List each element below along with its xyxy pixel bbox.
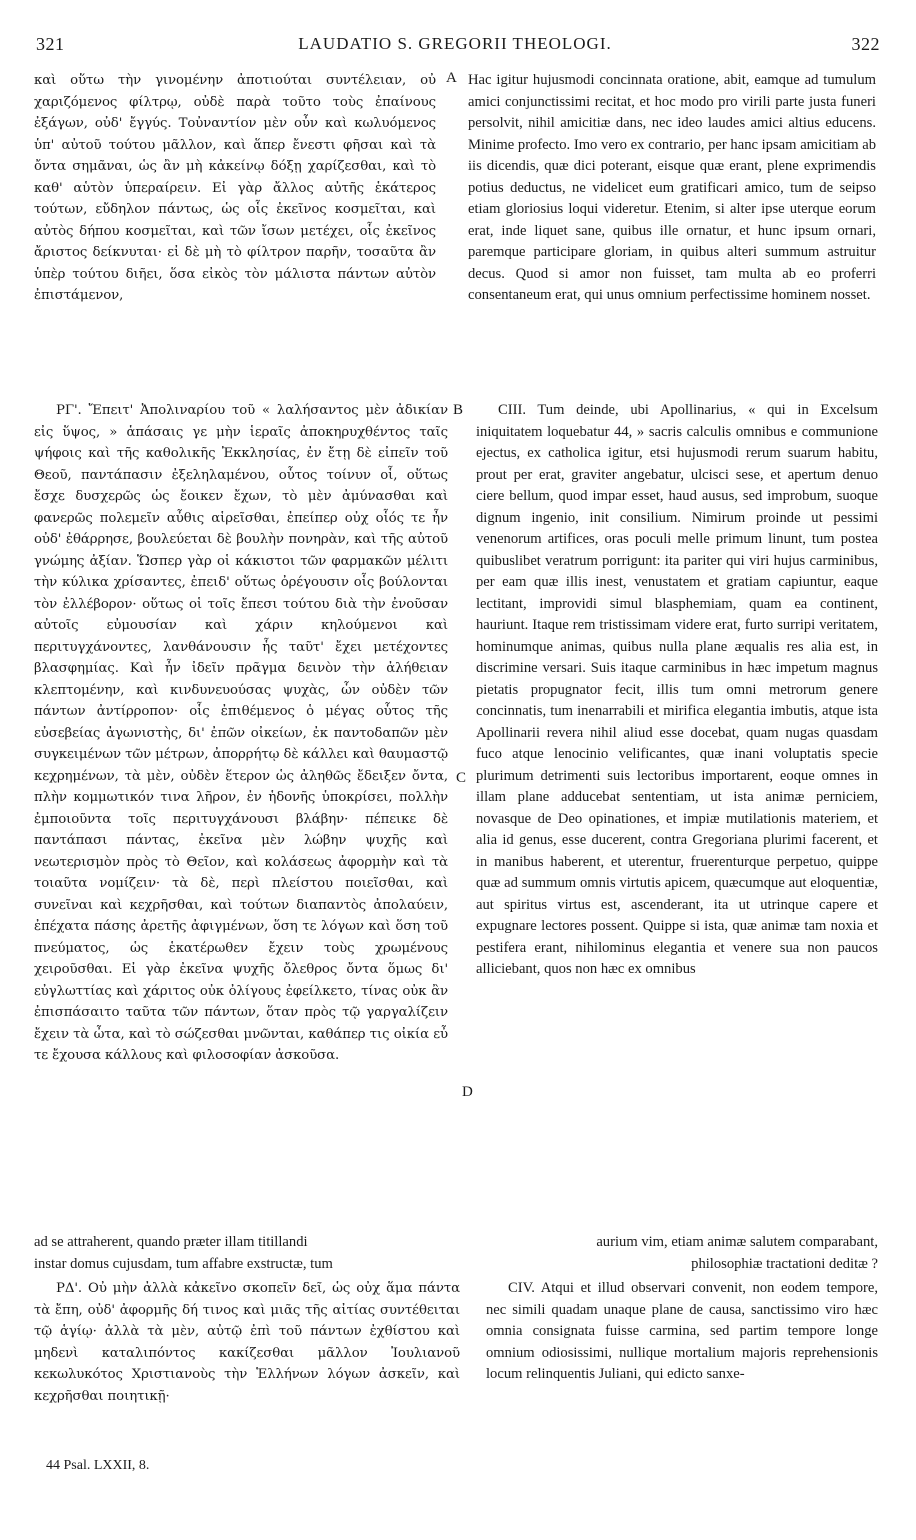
margin-letter-c: C	[456, 770, 467, 786]
latin-column-block-2	[476, 400, 878, 1230]
latin-paragraph-104: CIV. Atqui et illud observari convenit, non eodem tempore, nec simili quadam unaque plane de causa, sanctissimo viro hæc omnia consignata fuisse carmina, sed partim tempore longe omnium odiosissimi, nullique mortalium majoris reprehensionis locum relinquentis Juliani, qui edicto sanxe-	[486, 1280, 878, 1382]
latin-column-block-3	[486, 1278, 878, 1428]
split-row	[34, 1232, 878, 1254]
split-left: instar domus cujusdam, tum affabre exstructæ, tum	[34, 1255, 333, 1272]
footnote: 44 Psal. LXXII, 8.	[46, 1458, 150, 1473]
running-head	[30, 34, 880, 60]
greek-paragraph: καὶ οὕτω τὴν γινομένην ἀποτιούται συντέλειαν, οὐ χαριζόμενος φίλτρῳ, οὐδὲ παρὰ τοῦτο τοὺς ἐπαίνους ἐξάγων, οὐδ' ἔγγύς. Τοὐναντίον μὲν οὖν καὶ κωλυόμενος ὑπ' αὐτοῦ τούτου μᾶλλον, καὶ ἅπερ ἔνεστι φῆσαι καὶ τὰ ὄντα σημᾶναι, ὡς ἂν μὴ κἀκείνῳ δόξῃ χαρίζεσθαι, καὶ τὸ καθ' αὑτὸν ὑπεραίρειν. Εἰ γὰρ ἄλλος αὐτῆς ἑκάτερος τούτων, εὔδηλον πάντως, ὡς οἷς ἐκεῖνος κοσμεῖται, καὶ αὐτὸς δήπου κοσμεῖται, καὶ τῶν ἴσων μετέχει, οἷς ἐκεῖνος ἄριστος δείκνυται· εἰ δὲ μὴ τὸ φίλτρον παρῆν, τοσαῦτα ἂν ὑπὲρ τούτου διῆει, ὅσα εἰκὸς τὸν μάλιστα πάντων αὐτὸν ἐπιστάμενον,	[34, 73, 436, 303]
margin-letter-b: B	[453, 402, 464, 418]
margin-letter-d: D	[462, 1084, 473, 1100]
spanning-latin-lines-2	[34, 1232, 878, 1278]
split-row	[34, 1254, 878, 1276]
latin-paragraph-103: CIII. Tum deinde, ubi Apollinarius, « qui in Excelsum iniquitatem loquebatur 44, » sacris calculis omnibus e communione ejectus, ex catholica igitur, etsi hujusmodi rerum suarum habitu, prout per erat, graviter angebatur, ulcisci sese, et apertum denuo ciere bellum, quod impar esset, haud ausus, sed improbum, suoque dignum ingenio, init consilium. Nimirum proinde ut pessimi venenorum artifices, oras poculi melle primum linunt, tum postea quibuslibet veratrum porrigunt: ita pariter qui viri hujus carminibus, per eam quæ illis inest, venustatem et gratiam capiuntur, eaque lectitant, improvidi simul blasphemiam, quam ea continent, hauriunt. Itaque rem tristissimam videre erat, furto surripi veritatem, hominumque animas, quibus nulla plane æqualis res alia est, in discrimine versari. Suis itaque carminibus in hæc impetum magnus pietatis propugnator fecit, illis tum omni metrorum genere concinnatis, tum inenarrabili et mirifica elegantia imbutis, atque ista Apollinarii revera nihil aliud esse docebat, quam nugas quasdam fuco atque lenocinio velificantes, quæ inani voluptatis specie plurimum detrimenti suis lectoribus importarent, eoque omnes in illam plane adducebat sententiam, ut ista animæ perniciem, novasque de Deo opinationes, et impiæ mutilationis materiem, et alia id genus, esse ducerent, contra Gregoriana plurimi facerent, et in manibus haberent, et uterentur, fruerenturque perpetuo, quippe quæ ad summum omnis virtutis apicem, quæcumque aut eloquentiæ, aut spiritus virtus est, ascenderant, ita ut utrinque capere et expugnare lectores possent. Quippe si ista, quæ animæ tam noxia et pestifera erant, nihilominus elegantia et venere sua non paucos alliciebant, quos non hæc ex omnibus	[476, 402, 878, 977]
greek-paragraph-103: ΡΓ'. Ἔπειτ' Ἀπολιναρίου τοῦ « λαλήσαντος μὲν ἀδικίαν εἰς ὕψος, » ἁπάσαις γε μὴν ἱεραῖς ἀποκηρυχθέντος ταῖς ψήφοις καὶ τῆς καθολικῆς Ἐκκλησίας, ἐν ἔτῃ δὲ εἰπεῖν τοῦ Θεοῦ, παντάπασιν ἐξεληλαμένου, οὗτος τοίνυν οἷ, οὕτως ἔσχε δυσχερῶς ὡς ἔοικεν ἔχων, τὸ μὲν ἀμύνασθαι καὶ φανερῶς πολεμεῖν αὖθις αἱρεῖσθαι, ἐπείπερ οὐχ οἷός τε ἦν οὐδ' ἐθάρρησε, βουλεύεται δὲ βουλὴν πονηρὰν, καὶ τῆς αὐτοῦ γνώμης ἀξίαν. Ὥσπερ γὰρ οἱ κάκιστοι τῶν φαρμακῶν μέλιτι τὴν κύλικα χρίσαντες, ἐπειδ' οὕτως ὀρέγουσιν οἷς βούλονται τὸν ἐλλέβορον· οὕτως οἱ τοῖς ἔπεσι τούτου διὰ τὴν ἐνοῦσαν αὐτοῖς εὐμουσίαν καὶ χάριν κηλούμενοι καὶ περιτυγχάνοντες, λανθάνουσιν ἧς ταῦτ' ἔχει μετέχοντες βλασφημίας. Καὶ ἦν ἰδεῖν πρᾶγμα δεινὸν τὴν ἀλήθειαν κλεπτομένην, καὶ κινδυνευούσας ψυχὰς, ὧν οὐδὲν τῶν πάντων ἀντίρροπον· οἷς ἐπιθέμενος ὁ μέγας οὗτος τῆς εὐσεβείας ἀγωνιστὴς, δι' ἐπῶν οἰκείων, ἐκ παντοδαπῶν μὲν συγκειμένων τῶν μέτρων, ἀπορρήτῳ δὲ κάλλει καὶ θαυμαστῷ κεχρημένων, τὰ μὲν, οὐδὲν ἕτερον ὡς ἀληθῶς ἔδειξεν ὄντα, πλὴν κομμωτικόν τινα λῆρον, ἐν ἡδονῆς ὑποκρίσει, πολλὴν ἐμποιοῦντα τοῖς περιτυγχάνουσι βλάβην· πέπεικε δὲ παντάπασι πάντας, ἐκεῖνα μὲν λώβην ψυχῆς καὶ νεωτερισμὸν πρὸς τὸ Θεῖον, καὶ κολάσεως ἀφορμὴν καὶ τὰ τοιαῦτα νομίζειν· τὰ δὲ, περὶ πλείστου ποιεῖσθαι, καὶ συνεῖναι καὶ κεχρῆσθαι, καὶ τούτων διαπαντὸς ἀπολαύειν, ἐπέχατα πάσης ἀρετῆς ἀφιγμένων, ὅση τε λόγων καὶ ὅση τοῦ πνεύματος, ὡς ἑκατέρωθεν ἔχειν τοὺς χρωμένους χειροῦσθαι. Εἰ γὰρ ἐκεῖνα ψυχῆς ὄλεθρος ὄντα ὅμως δι' εὐγλωττίας καὶ χάριτος οὐκ ὀλίγους ἐφείλκετο, τίνας οὐκ ἂν ἐπισπάσαιτο ταῦτα τῶν πάντων, ὅταν πρὸς τῷ γαργαλίζειν ἔχειν τὰ ὦτα, καὶ τὸ σώζεσθαι μνῶνται, καθάπερ τις οἰκία εὖ τε ἔχουσα κάλλους καὶ φιλοσοφίαν ἀσκοῦσα.	[34, 403, 448, 1063]
greek-paragraph-104: ΡΔ'. Οὐ μὴν ἀλλὰ κἀκεῖνο σκοπεῖν δεῖ, ὡς οὐχ ἅμα πάντα τὰ ἔπη, οὐδ' ἀφορμῆς δή τινος καὶ μιᾶς τῆς αἰτίας συντέθειται τῷ ἁγίῳ· ἀλλὰ τὰ μὲν, αὐτῷ ἐπὶ τοῦ πάντων ἐχθίστου καὶ μηδενὶ καταλιπόντος κακίζεσθαι μᾶλλον Ἰουλιανοῦ κεκωλυκότος Χριστιανοὺς τὴν Ἑλλήνων λόγων ἀσκεῖν, καὶ κεχρῆσθαι ποιητικῇ·	[34, 1281, 460, 1404]
margin-letter-a: A	[446, 70, 457, 86]
latin-column-block-1	[468, 70, 876, 392]
greek-column-block-1	[34, 70, 436, 348]
split-right: philosophiæ tractationi deditæ ?	[691, 1255, 878, 1272]
latin-paragraph: Hac igitur hujusmodi concinnata oratione, abit, eamque ad tumulum amici conjunctissimi recitat, et hoc modo pro virili parte justa funeri persolvit, nihil amicitiæ dans, nec ideo laudes amici altius educens. Minime profecto. Imo vero ex contrario, per hanc ipsam amicitiam ab iis dicendis, quæ dici poterant, eisque quæ erant, plene exprimendis potius deductus, ne videlicet eum gratificari amico, tum de seipso etiam gloriosius loqui videretur. Etenim, si alter ipse uterque eorum erat, inde liquet sane, quibus ille ornatur, et hunc ipsum ornari, paremque participare gloriam, in quibus alteri summum astruitur decus. Quod si amor non fuisset, tam multa ab eo proferri consentaneum erat, qui unus omnium perfectissime hominem nosset.	[468, 72, 876, 303]
greek-column-block-2	[34, 400, 448, 1230]
split-right: aurium vim, etiam animæ salutem comparabant,	[596, 1234, 878, 1250]
page-title: LAUDATIO S. GREGORII THEOLOGI.	[298, 34, 612, 53]
page-number-right: 322	[851, 34, 880, 54]
page-number-left: 321	[36, 34, 65, 54]
greek-column-block-3	[34, 1278, 460, 1428]
split-left: ad se attraherent, quando præter illam titillandi	[34, 1234, 308, 1250]
